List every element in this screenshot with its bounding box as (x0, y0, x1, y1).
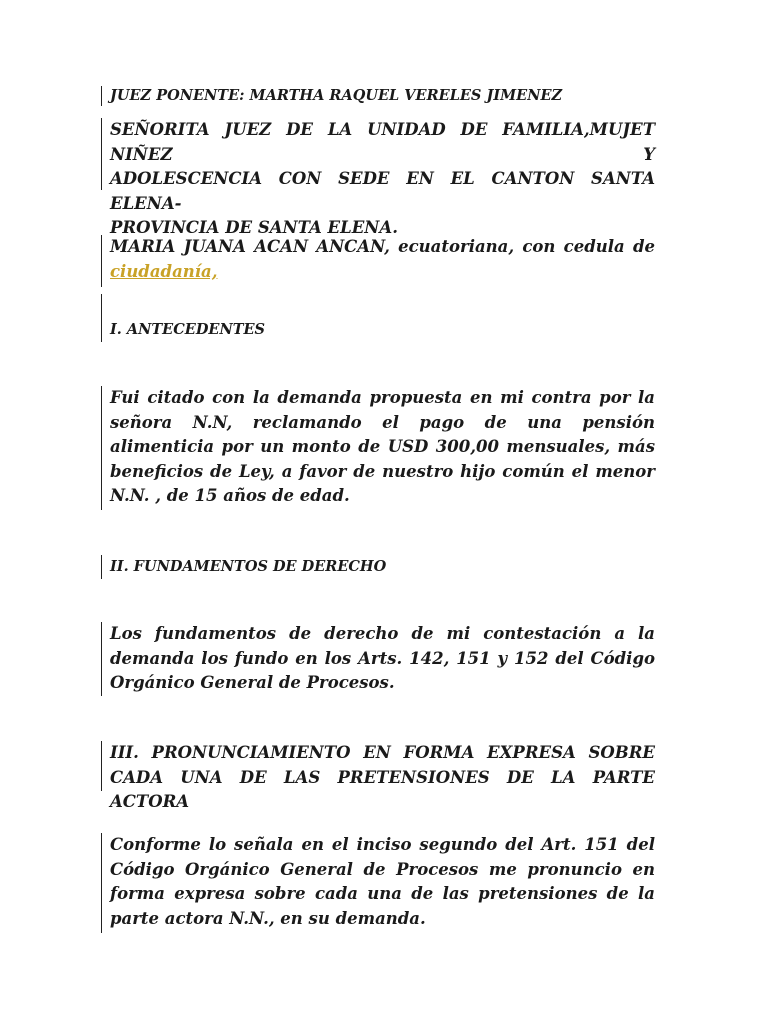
section-2-heading (101, 555, 655, 579)
section-3-body-text: Conforme lo señala en el inciso segundo del Art. 151 del Código Orgánico General de Procesos me pronuncio en forma expresa sobre cada una de las pretensiones de la parte actora N.N., en su demanda. (110, 835, 655, 928)
intro-text: MARIA JUANA ACAN ANCAN, ecuatoriana, con cedula de (110, 237, 655, 256)
judge-line (101, 86, 655, 106)
court-address (101, 118, 655, 237)
address-line-3: PROVINCIA DE SANTA ELENA. (110, 218, 398, 237)
section-1-heading (101, 294, 655, 342)
section-2-body (101, 622, 655, 696)
intro-second-line (110, 260, 655, 285)
section-2-heading-text: II. FUNDAMENTOS DE DERECHO (110, 558, 387, 575)
section-3-heading (101, 741, 655, 811)
section-2-body-text: Los fundamentos de derecho de mi contestación a la demanda los fundo en los Arts. 142, 151 y 152 del Código Orgánico General de Procesos. (110, 624, 655, 692)
judge-line-text: JUEZ PONENTE: MARTHA RAQUEL VERELES JIMENEZ (110, 87, 563, 104)
section-1-body-text: Fui citado con la demanda propuesta en mi contra por la señora N.N, reclamando el pago de una pensión alimenticia por un monto de USD 300,00 mensuales, más beneficios de Ley, a favor de nuestro hijo común el menor N.N. , de 15 años de edad. (110, 388, 655, 505)
intro-paragraph (101, 235, 655, 287)
section-3-heading-text: III. PRONUNCIAMIENTO EN FORMA EXPRESA SOBRE CADA UNA DE LAS PRETENSIONES DE LA PARTE ACTORA (110, 743, 655, 811)
address-line-1: SEÑORITA JUEZ DE LA UNIDAD DE FAMILIA,MUJET NIÑEZ Y (110, 120, 655, 164)
ciudadania-link[interactable]: ciudadanía, (110, 261, 218, 281)
address-line-2: ADOLESCENCIA CON SEDE EN EL CANTON SANTA ELENA- (110, 169, 655, 213)
section-3-body (101, 833, 655, 933)
section-1-heading-text: I. ANTECEDENTES (110, 321, 266, 338)
section-1-body (101, 386, 655, 510)
